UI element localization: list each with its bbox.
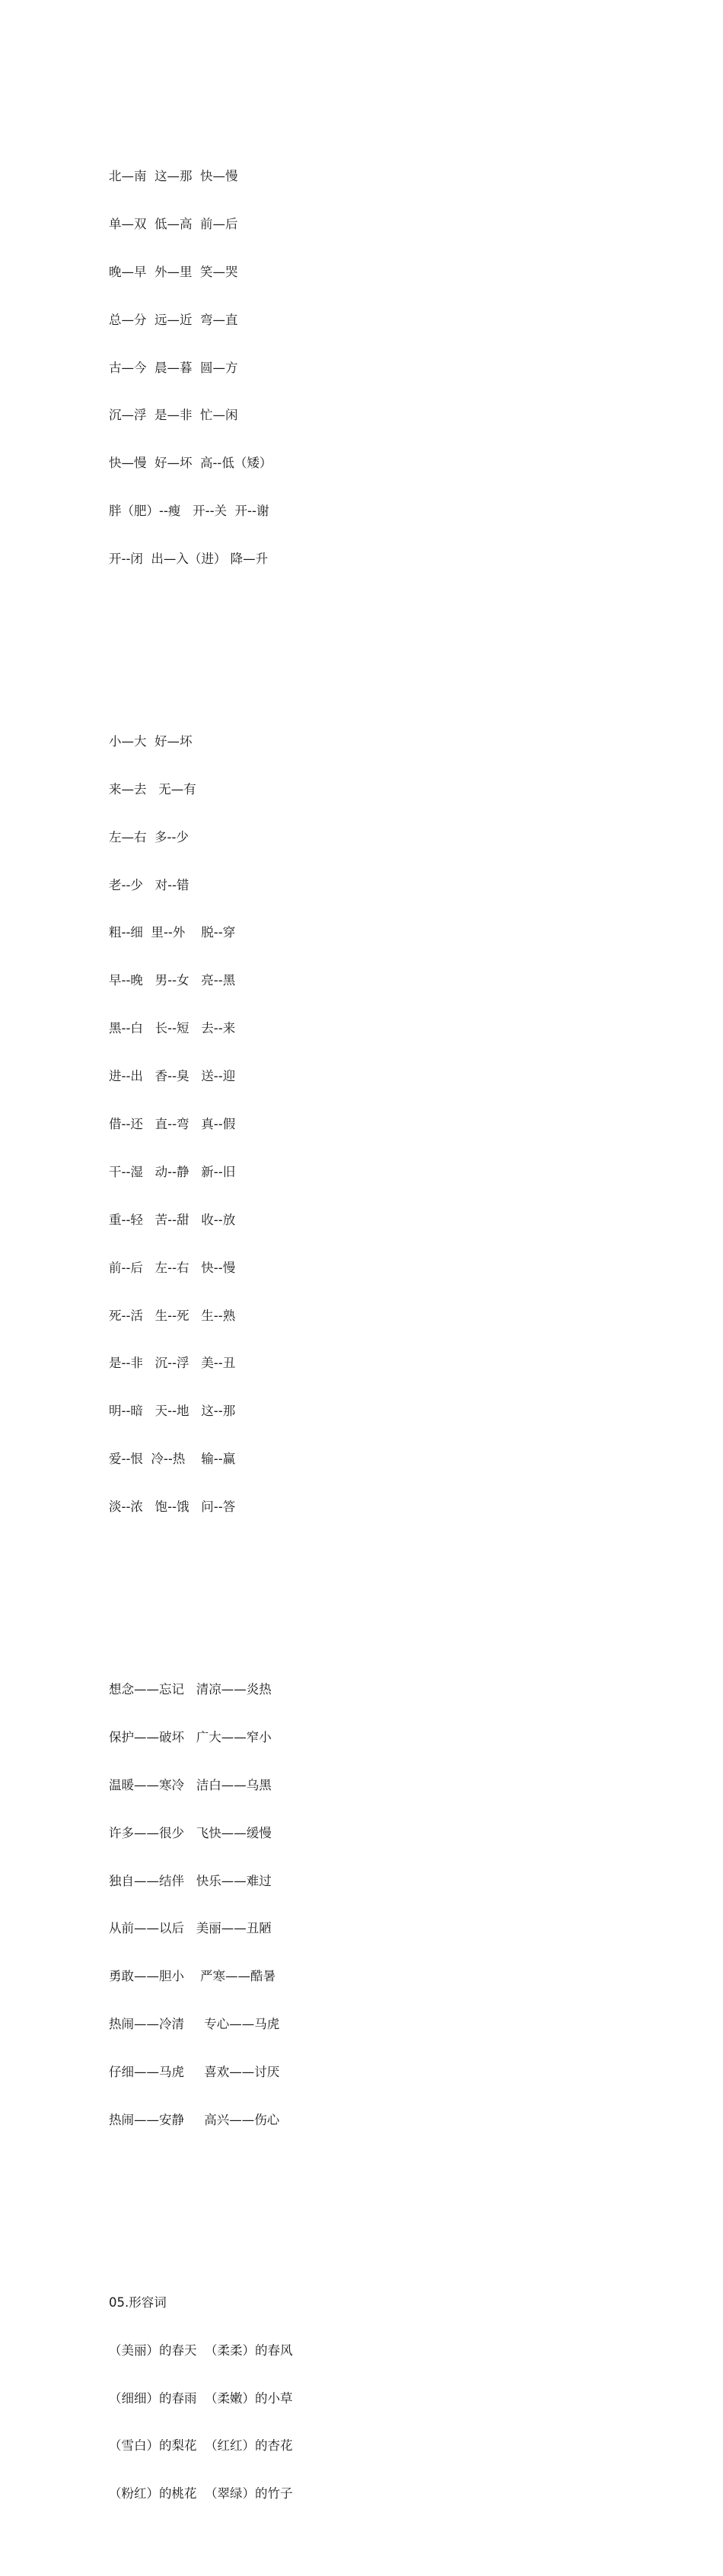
text-line: 小—大 好—坏 — [109, 733, 193, 749]
antonym-group-words — [109, 1652, 642, 2159]
text-line: 温暖——寒冷 洁白——乌黑 — [109, 1777, 272, 1792]
document-body — [109, 95, 642, 2576]
text-line: 沉—浮 是—非 忙—闲 — [109, 408, 238, 423]
text-line: 干--湿 动--静 新--旧 — [109, 1164, 236, 1179]
text-line: 仔细——马虎 喜欢——讨厌 — [109, 2065, 280, 2080]
text-line: 重--轻 苦--甜 收--放 — [109, 1212, 236, 1227]
text-line: 死--活 生--死 生--熟 — [109, 1308, 236, 1323]
text-line: 许多——很少 飞快——缓慢 — [109, 1825, 272, 1840]
text-line: 保护——破坏 广大——窄小 — [109, 1729, 272, 1744]
text-line: 借--还 直--弯 真--假 — [109, 1117, 236, 1132]
text-line: 粗--细 里--外 脱--穿 — [109, 925, 236, 940]
text-line: 开--闭 出—入（进） 降—升 — [109, 552, 269, 567]
text-line: 热闹——安静 高兴——伤心 — [109, 2112, 280, 2127]
text-line: （雪白）的梨花 （红红）的杏花 — [109, 2438, 293, 2454]
text-line: 总—分 远—近 弯—直 — [109, 312, 238, 327]
text-line: （粉红）的桃花 （翠绿）的竹子 — [109, 2486, 293, 2501]
text-line: 左—右 多--少 — [109, 829, 189, 844]
text-line: 来—去 无—有 — [109, 781, 196, 797]
text-line: 爱--恨 冷--热 输--赢 — [109, 1452, 236, 1467]
antonym-group-double — [109, 704, 642, 1546]
text-line: 是--非 沉--浮 美--丑 — [109, 1356, 236, 1371]
text-line: 黑--白 长--短 去--来 — [109, 1021, 236, 1036]
text-line: 老--少 对--错 — [109, 877, 190, 892]
section-heading: 05.形容词 — [109, 2295, 167, 2310]
text-line: 古—今 晨—暮 圆—方 — [109, 360, 238, 375]
text-line: 单—双 低—高 前—后 — [109, 216, 238, 231]
section-gap — [109, 2202, 642, 2221]
text-line: （细细）的春雨 （柔嫩）的小草 — [109, 2390, 293, 2406]
text-line: 快—慢 好—坏 高--低（矮） — [109, 456, 272, 471]
text-line: 胖（肥）--瘦 开--关 开--谢 — [109, 504, 269, 519]
text-line: 淡--浓 饱--饿 问--答 — [109, 1499, 236, 1515]
text-line: 从前——以后 美丽——丑陋 — [109, 1921, 272, 1936]
text-line: 想念——忘记 清凉——炎热 — [109, 1681, 272, 1697]
text-line: 进--出 香--臭 送--迎 — [109, 1069, 236, 1084]
antonym-group-single — [109, 138, 642, 598]
text-line: 早--晚 男--女 亮--黑 — [109, 973, 236, 988]
section-gap — [109, 1589, 642, 1608]
text-line: （美丽）的春天 （柔柔）的春风 — [109, 2342, 293, 2358]
text-line: 独自——结伴 快乐——难过 — [109, 1873, 272, 1888]
text-line: 晚—早 外—里 笑—哭 — [109, 264, 238, 279]
adjective-section — [109, 2265, 642, 2533]
section-gap — [109, 641, 642, 660]
text-line: 勇敢——胆小 严寒——酷暑 — [109, 1969, 276, 1984]
text-line: 热闹——冷清 专心——马虎 — [109, 2017, 280, 2032]
text-line: 北—南 这—那 快—慢 — [109, 169, 238, 183]
text-line: 前--后 左--右 快--慢 — [109, 1260, 236, 1275]
text-line: 明--暗 天--地 这--那 — [109, 1404, 236, 1419]
